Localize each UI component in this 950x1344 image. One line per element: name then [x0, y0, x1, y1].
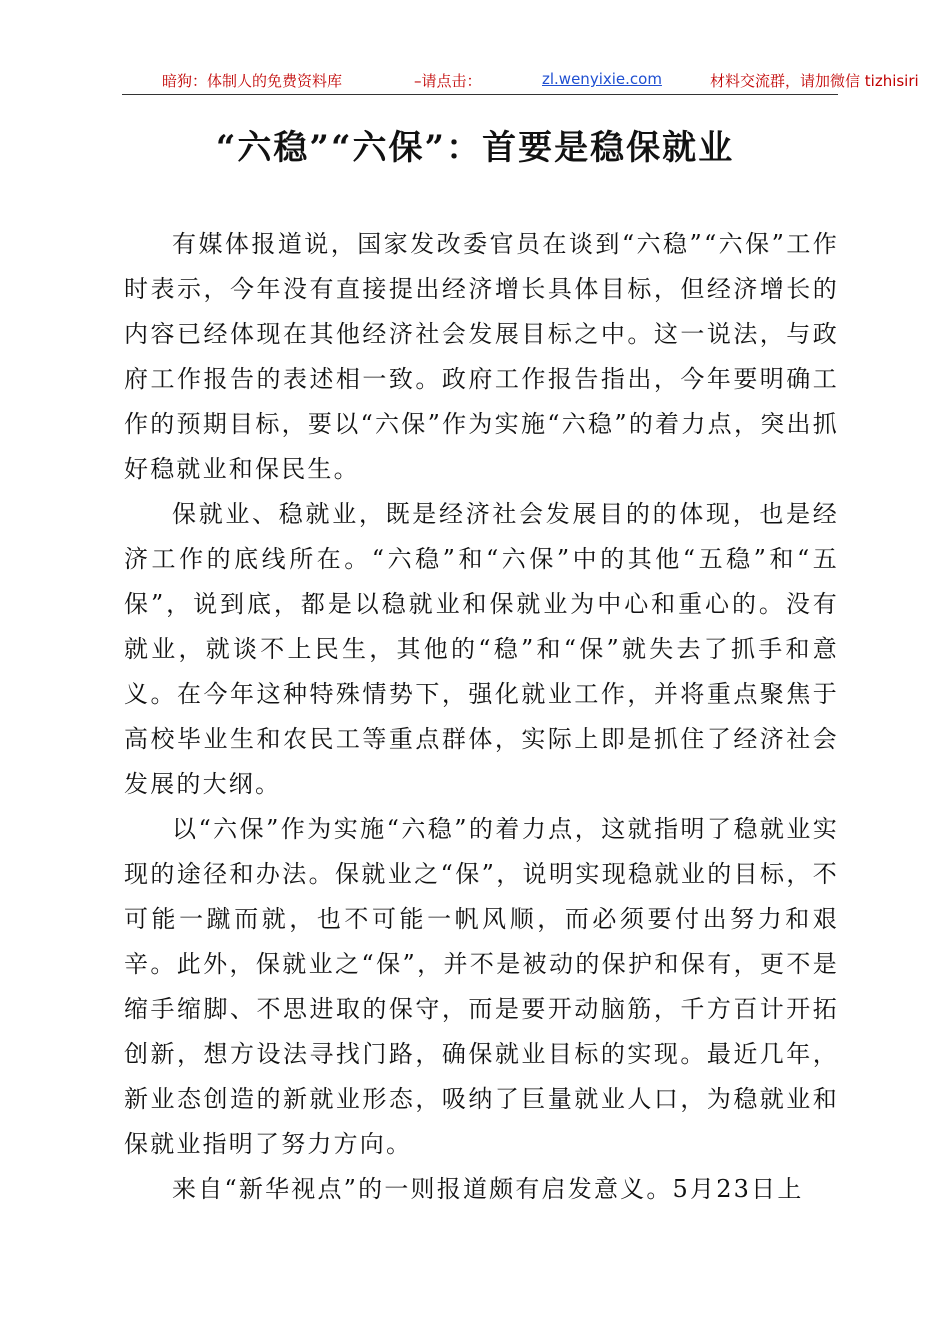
paragraph-2: 保就业、稳就业，既是经济社会发展目的的体现，也是经济工作的底线所在。“六稳”和“六保”中的其他“五稳”和“五保”，说到底，都是以稳就业和保就业为中心和重心的。没有就业，就谈不上民生，其他的“稳”和“保”就失去了抓手和意义。在今年这种特殊情势下，强化就业工作，并将重点聚焦于高校毕业生和农民工等重点群体，实际上即是抓住了经济社会发展的大纲。: [124, 500, 839, 798]
document-title: “六稳”“六保”：首要是稳保就业: [215, 128, 735, 168]
paragraph-4: 来自“新华视点”的一则报道颇有启发意义。5月23日上: [172, 1175, 804, 1203]
header-link[interactable]: zl.wenyixie.com: [542, 70, 662, 88]
paragraph-1: 有媒体报道说，国家发改委官员在谈到“六稳”“六保”工作时表示，今年没有直接提出经济增长具体目标，但经济增长的内容已经体现在其他经济社会发展目标之中。这一说法，与政府工作报告的表述相一致。政府工作报告指出，今年要明确工作的预期目标，要以“六保”作为实施“六稳”的着力点，突出抓好稳就业和保民生。: [124, 230, 839, 483]
header-contact: 材料交流群，请加微信 tizhisiri: [710, 72, 919, 90]
document-body: [124, 222, 839, 1212]
document-header: [122, 66, 919, 95]
header-prompt: –请点击：: [414, 72, 482, 90]
paragraph-3: 以“六保”作为实施“六稳”的着力点，这就指明了稳就业实现的途径和办法。保就业之“保”，说明实现稳就业的目标，不可能一蹴而就，也不可能一帆风顺，而必须要付出努力和艰辛。此外，保就业之“保”，并不是被动的保护和保有，更不是缩手缩脚、不思进取的保守，而是要开动脑筋，千方百计开拓创新，想方设法寻找门路，确保就业目标的实现。最近几年，新业态创造的新就业形态，吸纳了巨量就业人口，为稳就业和保就业指明了努力方向。: [124, 815, 839, 1158]
header-brand: 暗狗：体制人的免费资料库: [162, 72, 343, 90]
